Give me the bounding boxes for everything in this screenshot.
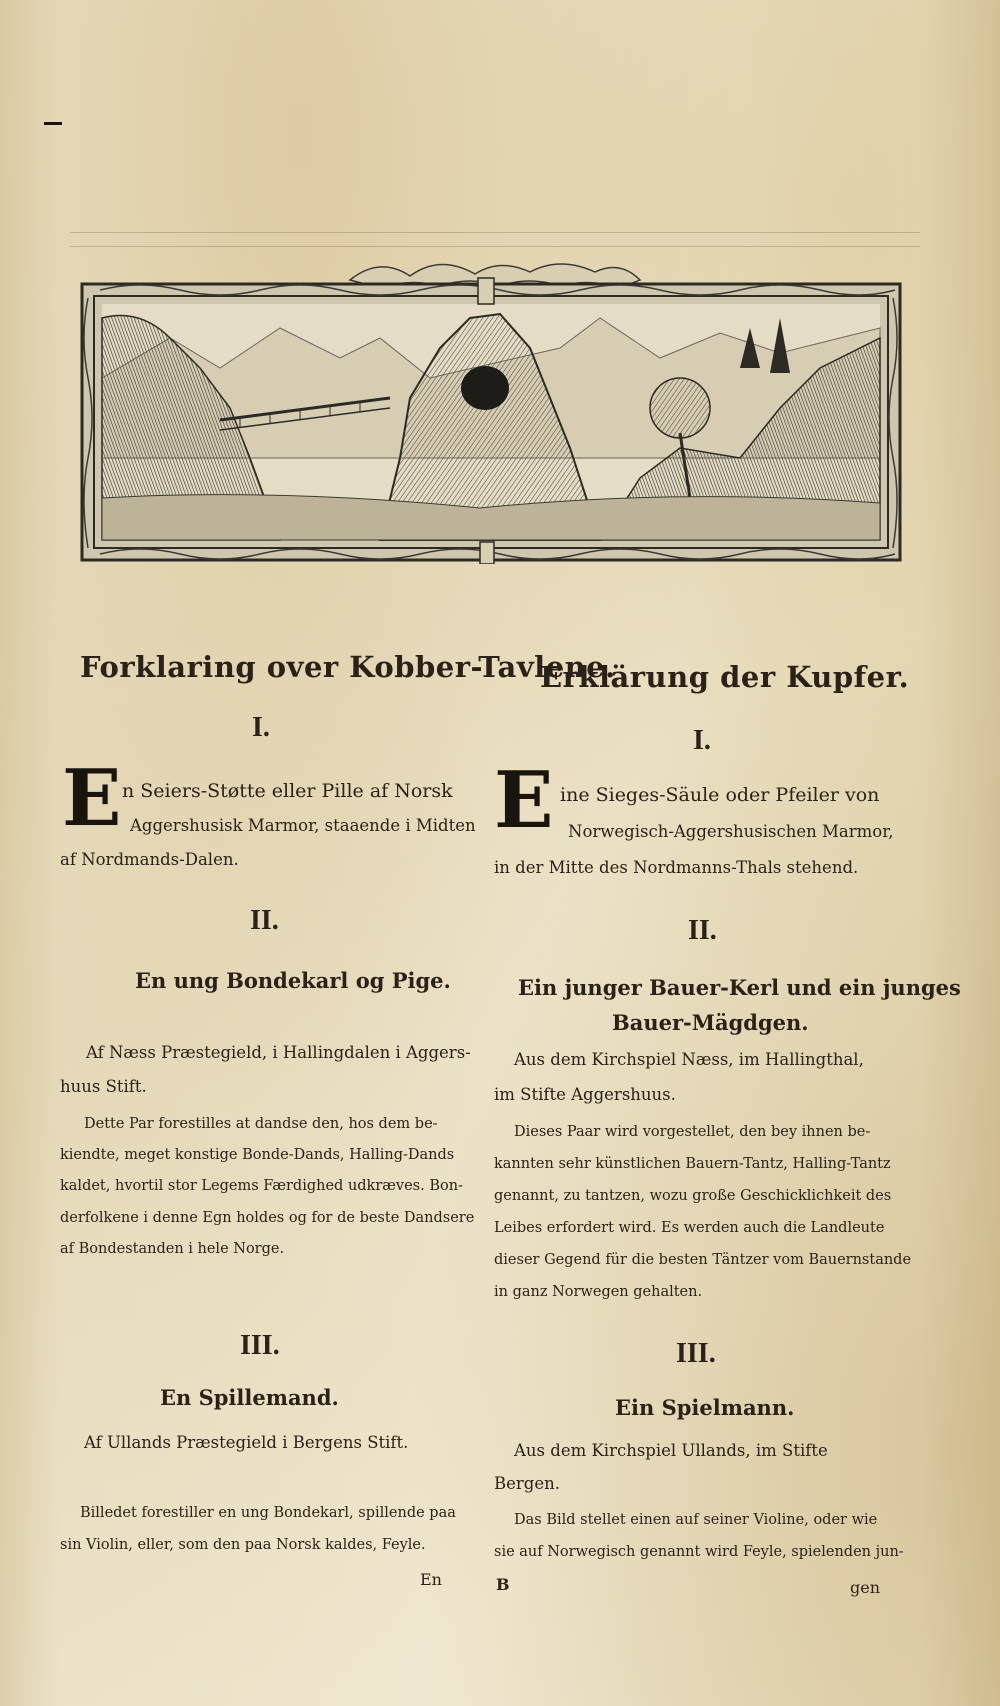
ink-mark (44, 122, 62, 125)
ghost-rule (70, 232, 920, 233)
left-s2-body: kaldet, hvortil stor Legems Færdighed udkræves. Bon- (60, 1178, 463, 1194)
right-s2-subtitle: Ein junger Bauer-Kerl und ein junges (518, 975, 961, 1000)
right-s2-body: in ganz Norwegen gehalten. (494, 1284, 703, 1300)
right-s3-body: sie auf Norwegisch genannt wird Feyle, spielenden jun- (494, 1544, 904, 1560)
left-s2-body: kiendte, meget konstige Bonde-Dands, Halling-Dands (60, 1147, 455, 1163)
left-s2-body: derfolkene i denne Egn holdes og for de beste Dandsere (60, 1210, 475, 1226)
right-s1-line: ine Sieges-Säule oder Pfeiler von (560, 784, 880, 806)
left-s3-numeral: III. (240, 1330, 280, 1361)
left-s1-line: n Seiers-Støtte eller Pille af Norsk (122, 780, 453, 802)
right-title: Erklärung der Kupfer. (540, 660, 910, 694)
right-s2-body: kannten sehr künstlichen Bauern-Tantz, Halling-Tantz (494, 1156, 891, 1172)
right-s1-dropcap: E (494, 755, 554, 846)
left-s3-body: Billedet forestiller en ung Bondekarl, spillende paa (80, 1505, 456, 1521)
right-s2-body: Dieses Paar wird vorgestellet, den bey ihnen be- (514, 1124, 871, 1140)
right-s3-subtitle: Ein Spielmann. (615, 1395, 795, 1420)
left-s1-dropcap: E (62, 753, 122, 844)
left-s2-origin: Af Næss Præstegield, i Hallingdalen i Aggers- (86, 1043, 471, 1062)
left-s1-numeral: I. (252, 712, 270, 743)
left-s1-line: Aggershusisk Marmor, staaende i Midten (130, 816, 476, 835)
right-s1-line: in der Mitte des Nordmanns-Thals stehend. (494, 858, 859, 877)
right-s3-body: Das Bild stellet einen auf seiner Violine, oder wie (514, 1512, 878, 1528)
right-s3-origin: Bergen. (494, 1474, 560, 1493)
left-s2-numeral: II. (250, 905, 279, 936)
right-s2-origin: im Stifte Aggershuus. (494, 1085, 676, 1104)
left-s2-subtitle: En ung Bondekarl og Pige. (135, 968, 451, 993)
right-catchword: gen (850, 1578, 881, 1597)
left-s2-body: af Bondestanden i hele Norge. (60, 1241, 285, 1257)
right-s2-origin: Aus dem Kirchspiel Næss, im Hallingthal, (514, 1050, 864, 1069)
signature-mark: B (496, 1575, 510, 1594)
left-s1-line: af Nordmands-Dalen. (60, 850, 239, 869)
left-s3-body: sin Violin, eller, som den paa Norsk kaldes, Feyle. (60, 1537, 426, 1553)
right-s1-numeral: I. (693, 725, 711, 756)
right-s3-numeral: III. (676, 1338, 716, 1369)
left-s2-body: Dette Par forestilles at dandse den, hos dem be- (84, 1116, 438, 1132)
right-s2-body: Leibes erfordert wird. Es werden auch die Landleute (494, 1220, 885, 1236)
right-s2-subtitle: Bauer-Mägdgen. (612, 1010, 809, 1035)
left-catchword: En (420, 1570, 442, 1589)
left-title: Forklaring over Kobber-Tavlene. (80, 650, 616, 684)
ghost-rule (70, 246, 920, 247)
right-s3-origin: Aus dem Kirchspiel Ullands, im Stifte (514, 1441, 828, 1460)
right-s1-line: Norwegisch-Aggershusischen Marmor, (568, 822, 894, 841)
left-s3-origin: Af Ullands Præstegield i Bergens Stift. (84, 1433, 409, 1452)
right-s2-body: dieser Gegend für die besten Täntzer vom Bauernstande (494, 1252, 912, 1268)
left-s3-subtitle: En Spillemand. (160, 1385, 339, 1410)
engraving-plate (80, 258, 902, 564)
left-s2-origin: huus Stift. (60, 1077, 147, 1096)
right-s2-numeral: II. (688, 915, 717, 946)
right-s2-body: genannt, zu tantzen, wozu große Geschicklichkeit des (494, 1188, 892, 1204)
